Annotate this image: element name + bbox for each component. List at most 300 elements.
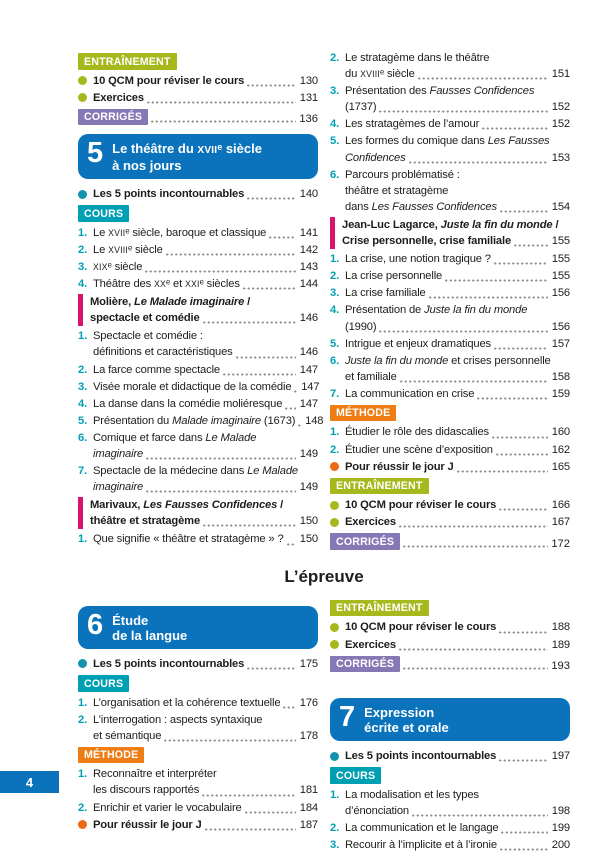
badge-m-thode: MÉTHODE: [78, 747, 144, 764]
toc-item: [330, 251, 570, 267]
toc-line: [345, 251, 570, 267]
toc-item: [78, 463, 318, 495]
chapter-title: [364, 702, 449, 735]
toc-item: [78, 186, 318, 202]
toc-item: [330, 748, 570, 764]
page-number-ref: 130: [299, 74, 318, 87]
entry-number: 6.: [330, 168, 340, 181]
toc-item: [330, 619, 570, 635]
page-number-ref: 166: [551, 499, 570, 512]
dotted-leader: [202, 519, 296, 529]
toc-item: [330, 302, 570, 334]
toc-item: [78, 413, 324, 429]
dotted-leader: [246, 192, 296, 202]
toc-line: [345, 803, 570, 819]
toc-text: les discours rapportés: [93, 784, 200, 797]
toc-item: [330, 424, 570, 440]
toc-text: Les 5 points incontournables: [93, 657, 245, 670]
entry-number: 2.: [330, 270, 340, 283]
dotted-leader: [246, 662, 296, 672]
bullet-icon: [78, 659, 87, 668]
dotted-leader: [411, 809, 548, 819]
dotted-leader: [495, 448, 548, 458]
toc-line: [93, 531, 318, 547]
entry-number: 1.: [78, 696, 88, 709]
toc-text: 10 QCM pour réviser le cours: [93, 74, 245, 87]
page-number-ref: 150: [299, 533, 318, 546]
dotted-leader: [408, 156, 548, 166]
bullet-icon: [78, 190, 87, 199]
dotted-leader: [297, 419, 301, 429]
page-number-ref: 155: [551, 253, 570, 266]
toc-item: [78, 817, 318, 833]
dotted-leader: [456, 465, 548, 475]
toc-line: [342, 217, 570, 233]
entry-number: 3.: [330, 287, 340, 300]
dotted-leader: [222, 368, 296, 378]
toc-line: [90, 294, 318, 310]
bullet-icon: [330, 752, 339, 761]
toc-item: [330, 820, 570, 836]
toc-text: Molière, Le Malade imaginaire /: [90, 296, 251, 309]
toc-text: Comique et farce dans Le Malade: [93, 431, 257, 444]
entry-number: 1.: [78, 533, 88, 546]
dotted-leader: [444, 274, 548, 284]
dotted-leader: [144, 265, 296, 275]
badge-row: [330, 533, 570, 550]
toc-item: [78, 712, 318, 744]
entry-number: 3.: [78, 380, 88, 393]
top-right-column: [330, 50, 570, 553]
page-number-ref: 147: [299, 363, 318, 376]
entry-number: 2.: [78, 713, 88, 726]
page-number-ref: 184: [299, 801, 318, 814]
toc-item: [78, 766, 318, 798]
toc-text: Que signifie « théâtre et stratagème » ?: [93, 533, 284, 546]
entry-number: 1.: [78, 226, 88, 239]
toc-item: [330, 353, 570, 385]
page-number-ref: 149: [299, 481, 318, 494]
toc-line: [93, 396, 318, 412]
toc-item: [78, 225, 318, 241]
toc-item: [330, 497, 570, 513]
small-caps-numeral: XVII: [197, 145, 218, 157]
badge-row: [78, 675, 318, 692]
toc-line: [93, 259, 318, 275]
page-number-ref: 154: [551, 200, 570, 213]
dotted-leader: [246, 79, 296, 89]
page-number-ref: 172: [551, 537, 570, 550]
toc-text: Pour réussir le jour J: [93, 818, 202, 831]
toc-text: La communication et le langage: [345, 821, 499, 834]
badge-corrig-s: CORRIGÉS: [330, 533, 400, 550]
badge-row: [330, 478, 570, 495]
toc-line: [345, 514, 570, 530]
chapter-number: 5: [87, 137, 104, 170]
page-number-ref: 198: [551, 804, 570, 817]
page-number-ref: 141: [299, 226, 318, 239]
bullet-icon: [330, 623, 339, 632]
toc-line: [345, 268, 570, 284]
toc-line: [93, 186, 318, 202]
toc-text: 10 QCM pour réviser le cours: [345, 499, 497, 512]
badge-row: [78, 747, 318, 764]
dotted-leader: [481, 122, 548, 132]
toc-line: [345, 820, 570, 836]
badge-entra-nement: ENTRAÎNEMENT: [330, 600, 429, 617]
chapter-title-line: écrite et orale: [364, 720, 449, 736]
dotted-leader: [244, 806, 296, 816]
page-number-ref: 155: [551, 235, 570, 248]
toc-text: du XVIIIᵉ siècle: [345, 68, 415, 81]
toc-text: (1737): [345, 101, 377, 114]
toc-line: [93, 90, 318, 106]
toc-line: [93, 344, 318, 360]
chapter-title-line: Expression: [364, 705, 435, 721]
page-number-ref: 136: [299, 113, 318, 126]
entry-number: 4.: [78, 278, 88, 291]
toc-text: Jean-Luc Lagarce, Juste la fin du monde /: [342, 218, 559, 231]
page-number-ref: 175: [299, 657, 318, 670]
toc-line: [93, 712, 318, 728]
toc-text: Présentation de Juste la fin du monde: [345, 304, 528, 317]
toc-text: imaginaire: [93, 481, 144, 494]
page-number-ref: 157: [551, 337, 570, 350]
small-caps-numeral: XVIII: [108, 244, 129, 255]
toc-line: [345, 302, 570, 318]
toc-line: [345, 183, 570, 199]
page-number-ref: 147: [301, 380, 320, 393]
entry-number: 7.: [78, 465, 88, 478]
toc-text: 10 QCM pour réviser le cours: [345, 621, 497, 634]
page-number-ref: 140: [299, 188, 318, 201]
toc-item: [78, 396, 318, 412]
toc-line: [342, 233, 570, 249]
page-number-ref: 142: [299, 243, 318, 256]
toc-line: [345, 369, 570, 385]
toc-item: [78, 531, 318, 547]
toc-text: La crise, une notion tragique ?: [345, 253, 491, 266]
toc-text: et familiale: [345, 370, 397, 383]
entry-number: 7.: [330, 387, 340, 400]
badge-entra-nement: ENTRAÎNEMENT: [330, 478, 429, 495]
badge-cours: COURS: [78, 205, 129, 222]
toc-text: Les 5 points incontournables: [345, 750, 497, 763]
bullet-icon: [78, 820, 87, 829]
toc-line: [345, 99, 570, 115]
entry-number: 5.: [330, 337, 340, 350]
dotted-leader: [398, 643, 548, 653]
badge-row: [330, 600, 570, 617]
toc-text: imaginaire: [93, 448, 144, 460]
bottom-section: [78, 597, 570, 854]
chapter-title-line: Étude: [112, 612, 149, 628]
bottom-right-column: [330, 597, 570, 854]
page-number-ref: 148: [305, 414, 324, 427]
toc-text: spectacle et comédie: [90, 312, 200, 325]
toc-text: théâtre et stratagème: [90, 515, 201, 528]
entry-number: 6.: [78, 431, 88, 444]
badge-row: [78, 109, 318, 126]
toc-line: [93, 782, 318, 798]
toc-text: Parcours problématisé :: [345, 168, 460, 181]
page-number-ref: 188: [551, 621, 570, 634]
page-number-ref: 156: [551, 287, 570, 300]
toc-line: [93, 379, 318, 395]
toc-text: La danse dans la comédie moliéresque: [93, 397, 283, 410]
page-number-ref: 150: [299, 515, 318, 528]
toc-item: [78, 430, 318, 462]
toc-text: d’énonciation: [345, 804, 409, 817]
small-caps-numeral: XXI: [185, 279, 200, 290]
toc-text: Présentation des Fausses Confidences: [345, 85, 535, 98]
toc-text: Les 5 points incontournables: [93, 188, 245, 201]
entry-number: 2.: [78, 801, 88, 814]
toc-line: [93, 362, 318, 378]
dotted-leader: [145, 452, 296, 462]
dotted-leader: [499, 205, 548, 215]
page-number-ref: 151: [551, 68, 570, 81]
toc-line: [345, 442, 570, 458]
work-section: [78, 294, 318, 326]
dotted-leader: [204, 823, 296, 833]
toc-line: [345, 133, 570, 149]
toc-item: [330, 133, 570, 165]
page-number-ref: 152: [551, 101, 570, 114]
toc-line: [93, 446, 318, 462]
toc-line: [345, 66, 570, 82]
page-number-ref: 181: [299, 784, 318, 797]
page-number-ref: 176: [299, 696, 318, 709]
toc-item: [330, 837, 570, 853]
toc-text: Juste la fin du monde et crises personnelle: [345, 354, 551, 367]
toc-text: Exercices: [345, 638, 396, 651]
toc-line: [93, 766, 318, 782]
dotted-leader: [378, 105, 548, 115]
toc-line: [345, 50, 570, 66]
chapter-title-line: Le théâtre du XVIIᵉ siècle: [112, 141, 262, 157]
toc-line: [345, 150, 570, 166]
small-caps-numeral: XVII: [108, 227, 126, 238]
dotted-leader: [165, 248, 296, 258]
toc-item: [78, 73, 318, 89]
toc-text: Confidences: [345, 151, 406, 164]
badge-cours: COURS: [330, 767, 381, 784]
bullet-icon: [78, 76, 87, 85]
toc-line: [345, 386, 570, 402]
toc-text: théâtre et stratagème: [345, 184, 449, 197]
badge-cours: COURS: [78, 675, 129, 692]
chapter-title: [112, 610, 187, 643]
dotted-leader: [500, 826, 548, 836]
toc-text: Le XVIIIᵉ siècle: [93, 243, 163, 256]
toc-line: [345, 336, 570, 352]
bullet-icon: [330, 501, 339, 510]
toc-line: [345, 285, 570, 301]
toc-text: définitions et caractéristiques: [93, 346, 233, 359]
toc-line: [93, 328, 318, 344]
toc-text: Spectacle et comédie :: [93, 330, 203, 343]
toc-text: La farce comme spectacle: [93, 363, 220, 376]
page-number-ref: 187: [299, 818, 318, 831]
toc-line: [93, 276, 318, 292]
dotted-leader: [493, 257, 548, 267]
page-number-ref: 189: [551, 638, 570, 651]
dotted-leader: [476, 392, 548, 402]
toc-item: [78, 379, 318, 395]
toc-text: et sémantique: [93, 729, 162, 742]
toc-line: [345, 637, 570, 653]
toc-text: Enrichir et varier le vocabulaire: [93, 801, 242, 814]
dotted-leader: [268, 231, 296, 241]
entry-number: 4.: [330, 304, 340, 317]
dotted-leader: [417, 72, 548, 82]
toc-line: [345, 319, 570, 335]
toc-text: XIXᵉ siècle: [93, 260, 143, 273]
toc-item: [78, 800, 318, 816]
page-number-ref: 143: [299, 260, 318, 273]
toc-item: [78, 656, 318, 672]
toc-text: Visée morale et didactique de la comédie: [93, 380, 292, 393]
toc-item: [330, 459, 570, 475]
page-number-ref: 199: [551, 821, 570, 834]
badge-row: [330, 767, 570, 784]
page-number-ref: 156: [551, 320, 570, 333]
toc-text: La crise personnelle: [345, 270, 443, 283]
toc-line: [93, 413, 324, 429]
badge-m-thode: MÉTHODE: [330, 405, 396, 422]
toc-text: Crise personnelle, crise familiale: [342, 235, 512, 248]
page-number-ref: 200: [551, 839, 570, 851]
page-number-ref: 152: [551, 118, 570, 131]
toc-item: [330, 50, 570, 82]
chapter-title-line: à nos jours: [112, 158, 182, 174]
entry-number: 2.: [78, 243, 88, 256]
toc-text: Spectacle de la médecine dans Le Malade: [93, 465, 298, 478]
entry-number: 3.: [330, 839, 340, 851]
toc-text: Les formes du comique dans Les Fausses: [345, 135, 550, 148]
dotted-leader: [282, 701, 296, 711]
page-number-ref: 149: [299, 448, 318, 460]
toc-item: [330, 386, 570, 402]
toc-line: [93, 695, 318, 711]
toc-line: [345, 748, 570, 764]
entry-number: 5.: [78, 414, 88, 427]
toc-text: (1990): [345, 320, 377, 333]
entry-number: 1.: [78, 330, 88, 343]
dotted-leader: [150, 115, 296, 125]
toc-item: [78, 259, 318, 275]
toc-text: Exercices: [345, 516, 396, 529]
toc-item: [330, 637, 570, 653]
page-number-ref: 162: [551, 443, 570, 456]
page-number-ref: 167: [551, 516, 570, 529]
toc-text: La crise familiale: [345, 287, 426, 300]
bullet-icon: [330, 518, 339, 527]
toc-line: [345, 199, 570, 215]
toc-text: L’interrogation : aspects syntaxique: [93, 713, 263, 726]
toc-page-content: [78, 50, 570, 854]
toc-item: [330, 336, 570, 352]
toc-item: [78, 242, 318, 258]
page-number-ref: 197: [551, 750, 570, 763]
page-number-ref: 146: [299, 312, 318, 325]
toc-item: [330, 442, 570, 458]
toc-item: [78, 695, 318, 711]
toc-item: [330, 285, 570, 301]
page-number: 4: [25, 774, 34, 790]
page-number-ref: 153: [551, 151, 570, 164]
toc-text: Reconnaître et interpréter: [93, 768, 217, 781]
bullet-icon: [330, 640, 339, 649]
badge-row: [330, 405, 570, 422]
entry-number: 3.: [78, 260, 88, 273]
dotted-leader: [499, 843, 548, 853]
page-number-ref: 131: [299, 91, 318, 104]
toc-line: [90, 497, 318, 513]
entry-number: 2.: [78, 363, 88, 376]
toc-text: Le XVIIᵉ siècle, baroque et classique: [93, 226, 267, 239]
page-number-ref: 160: [551, 426, 570, 439]
toc-line: [93, 73, 318, 89]
toc-text: Pour réussir le jour J: [345, 460, 454, 473]
toc-text: La modalisation et les types: [345, 788, 479, 801]
toc-line: [93, 463, 318, 479]
toc-text: Étudier le rôle des didascalies: [345, 426, 489, 439]
badge-entra-nement: ENTRAÎNEMENT: [78, 53, 177, 70]
toc-text: Recourir à l’implicite et à l’ironie: [345, 839, 497, 851]
dotted-leader: [398, 520, 548, 530]
section-heading-epreuve: L’épreuve: [284, 566, 364, 586]
dotted-leader: [146, 96, 296, 106]
page-number-bar: [0, 771, 59, 793]
toc-item: [78, 276, 318, 292]
entry-number: 1.: [330, 426, 340, 439]
chapter-header: [330, 698, 570, 741]
dotted-leader: [163, 734, 296, 744]
bottom-left-column: [78, 597, 318, 854]
toc-item: [78, 328, 318, 360]
page-number-ref: 165: [551, 460, 570, 473]
toc-text: Exercices: [93, 91, 144, 104]
toc-text: Le stratagème dans le théâtre: [345, 52, 490, 64]
page-number-ref: 193: [551, 660, 570, 673]
dotted-leader: [201, 788, 296, 798]
page-number-ref: 147: [299, 397, 318, 410]
entry-number: 2.: [330, 52, 340, 64]
toc-text: Étudier une scène d’exposition: [345, 443, 493, 456]
top-section: [78, 50, 570, 553]
chapter-number: 6: [87, 608, 104, 641]
toc-item: [78, 362, 318, 378]
toc-text: L’organisation et la cohérence textuelle: [93, 696, 281, 709]
toc-item: [330, 268, 570, 284]
toc-text: La communication en crise: [345, 387, 475, 400]
entry-number: 2.: [330, 443, 340, 456]
toc-line: [345, 837, 570, 853]
toc-line: [345, 459, 570, 475]
dotted-leader: [293, 385, 297, 395]
badge-corrig-s: CORRIGÉS: [78, 109, 148, 126]
dotted-leader: [202, 316, 296, 326]
chapter-number: 7: [339, 701, 356, 734]
dotted-leader: [399, 375, 548, 385]
toc-line: [345, 619, 570, 635]
page-number-ref: 159: [551, 387, 570, 400]
toc-line: [345, 116, 570, 132]
toc-text: Théâtre des XXᵉ et XXIᵉ siècles: [93, 278, 240, 291]
toc-line: [93, 242, 318, 258]
